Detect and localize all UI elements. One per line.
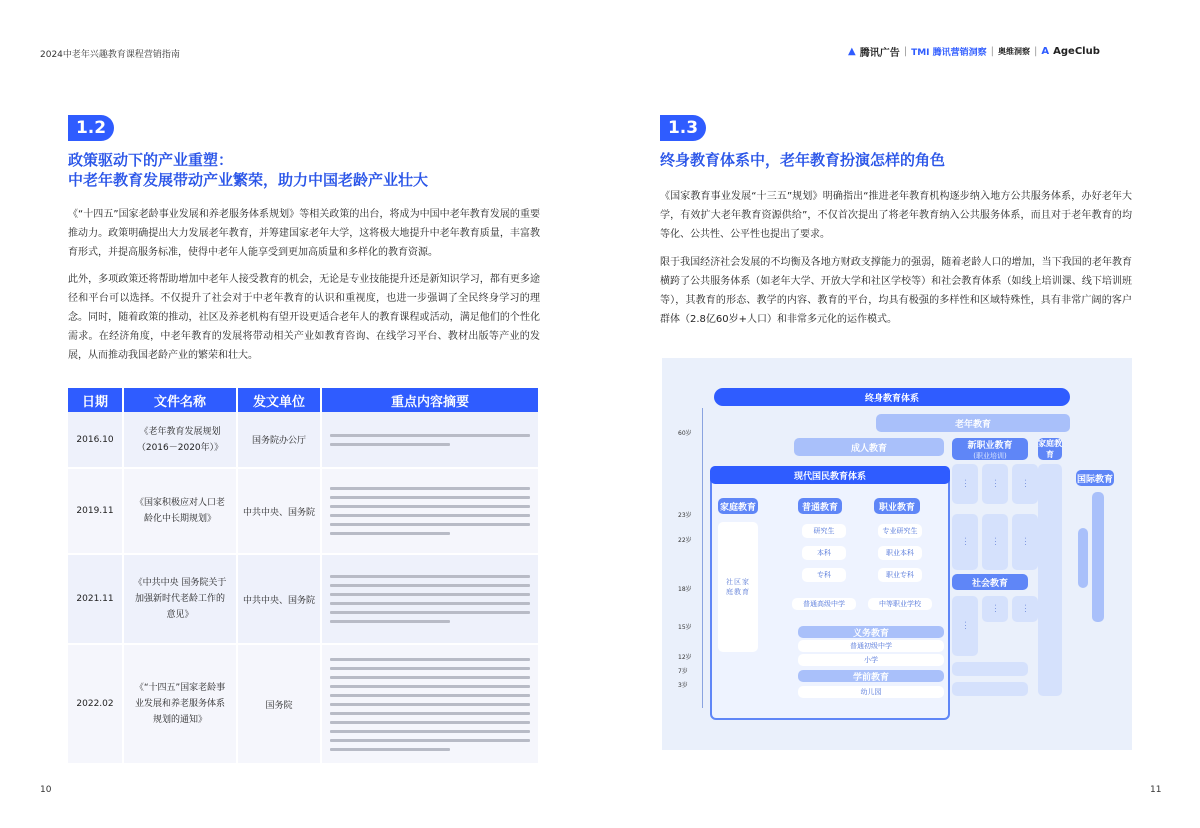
summary-text-line xyxy=(330,505,530,508)
header-doc: 文件名称 xyxy=(123,388,237,412)
voc-college-box: 职业专科 xyxy=(878,568,922,582)
age-label: 7岁 xyxy=(678,668,688,675)
training-column xyxy=(1012,514,1038,570)
junior-college-box: 专科 xyxy=(802,568,846,582)
row-issuer: 中共中央、国务院 xyxy=(237,554,321,644)
kindergarten-box: 幼儿园 xyxy=(798,686,944,698)
row-issuer: 国务院办公厅 xyxy=(237,412,321,468)
section-title-line2: 中老年教育发展带动产业繁荣，助力中国老龄产业壮大 xyxy=(68,171,429,189)
family-side-column xyxy=(1038,464,1062,696)
section-badge-1-3: 1.3 xyxy=(660,115,706,141)
summary-text-line xyxy=(330,532,450,535)
summary-text-line xyxy=(330,685,530,688)
table-row xyxy=(68,644,539,764)
summary-text-line xyxy=(330,712,530,715)
general-education-box: 普通教育 xyxy=(798,498,842,514)
social-education-box: 社会教育 xyxy=(952,574,1028,590)
social-column-dots: ··· xyxy=(991,604,999,614)
training-column-dots: ··· xyxy=(961,537,969,547)
summary-text-line xyxy=(330,584,530,587)
summary-text-line xyxy=(330,620,450,623)
summary-text-line xyxy=(330,443,450,446)
brand-separator: | xyxy=(990,46,995,57)
row-date: 2021.11 xyxy=(68,554,123,644)
family-education-box: 家庭教育 xyxy=(718,498,758,514)
age-label: 3岁 xyxy=(678,682,688,689)
summary-text-line xyxy=(330,694,530,697)
age-label: 60岁 xyxy=(678,430,692,437)
education-system-diagram xyxy=(662,358,1132,750)
section-title-1-3: 终身教育体系中，老年教育扮演怎样的角色 xyxy=(660,151,946,169)
policy-table-wrapper xyxy=(68,388,540,765)
graduate-box: 研究生 xyxy=(802,524,846,538)
elderly-education-box: 老年教育 xyxy=(876,414,1070,432)
new-vocational-box xyxy=(952,438,1028,460)
international-column xyxy=(1078,528,1088,588)
primary-box: 小学 xyxy=(798,654,944,666)
brand-tmi: TMI 腾讯营销洞察 xyxy=(911,48,987,58)
header-issuer: 发文单位 xyxy=(237,388,321,412)
age-label: 18岁 xyxy=(678,586,692,593)
summary-text-line xyxy=(330,721,530,724)
social-column xyxy=(982,596,1008,622)
summary-text-line xyxy=(330,575,530,578)
social-column-dots: ··· xyxy=(961,621,969,631)
training-column-dots: ··· xyxy=(991,479,999,489)
summary-text-line xyxy=(330,514,530,517)
row-date: 2022.02 xyxy=(68,644,123,764)
brand-tencent-ads: 腾讯广告 xyxy=(859,48,900,59)
social-column xyxy=(952,596,978,656)
social-row xyxy=(952,682,1028,696)
training-column xyxy=(1012,464,1038,504)
section-title-line1: 政策驱动下的产业重塑： xyxy=(68,151,234,169)
voc-graduate-box: 专业研究生 xyxy=(878,524,922,538)
social-column-dots: ··· xyxy=(1021,604,1029,614)
row-issuer: 国务院 xyxy=(237,644,321,764)
undergrad-box: 本科 xyxy=(802,546,846,560)
row-issuer: 中共中央、国务院 xyxy=(237,468,321,554)
age-label: 23岁 xyxy=(678,512,692,519)
training-column-dots: ··· xyxy=(1021,537,1029,547)
training-column-dots: ··· xyxy=(961,479,969,489)
row-date: 2019.11 xyxy=(68,468,123,554)
tencent-ads-icon: ▲ xyxy=(848,46,856,57)
ageclub-icon: A xyxy=(1041,46,1050,57)
row-doc: 《中共中央 国务院关于加强新时代老龄工作的意见》 xyxy=(123,554,237,644)
social-row xyxy=(952,662,1028,676)
new-vocational-sub: (职业培训) xyxy=(973,451,1007,460)
summary-text-line xyxy=(330,611,530,614)
age-label: 15岁 xyxy=(678,624,692,631)
summary-text-line xyxy=(330,748,450,751)
family-side-box: 家庭教育 xyxy=(1038,439,1062,459)
table-row xyxy=(68,468,539,554)
summary-text-line xyxy=(330,593,530,596)
compulsory-education-box: 义务教育 xyxy=(798,626,944,638)
age-label: 12岁 xyxy=(678,654,692,661)
voc-undergrad-box: 职业本科 xyxy=(878,546,922,560)
summary-text-line xyxy=(330,703,530,706)
left-paragraph-2: 此外，多项政策还将帮助增加中老年人接受教育的机会，无论是专业技能提升还是新知识学习，都有更多途径和平台可以选择。不仅提升了社会对于中老年教育的认识和重视度，也进一步强调了全民终身学习的理念。同时，随着政策的推动，社区及养老机构有望开设更适合老年人的教育课程或活动，满足他们的个性化需求。在经济角度，中老年教育的发展将带动相关产业如教育咨询、在线学习平台、教材出版等产业的发展，从而推动我国老龄产业的繁荣和壮大。 xyxy=(68,274,540,361)
table-row xyxy=(68,554,539,644)
row-summary xyxy=(321,644,539,764)
header-summary: 重点内容摘要 xyxy=(321,388,539,412)
row-summary xyxy=(321,554,539,644)
section-title-1-2 xyxy=(68,150,428,190)
training-column xyxy=(952,464,978,504)
training-column xyxy=(952,514,978,570)
training-column xyxy=(982,514,1008,570)
brand-separator: | xyxy=(903,46,908,57)
summary-text-line xyxy=(330,434,530,437)
summary-text-line xyxy=(330,523,530,526)
table-header-row xyxy=(68,388,539,412)
new-vocational-label: 新职业教育 xyxy=(967,440,1013,451)
header-date: 日期 xyxy=(68,388,123,412)
report-title: 2024中老年兴趣教育课程营销指南 xyxy=(40,50,180,60)
community-family-box xyxy=(718,522,758,652)
brand-separator: | xyxy=(1034,46,1038,57)
training-column xyxy=(982,464,1008,504)
summary-text-line xyxy=(330,658,530,661)
table-row xyxy=(68,412,539,468)
right-paragraph-2: 限于我国经济社会发展的不均衡及各地方财政支撑能力的强弱，随着老龄人口的增加，当下我国的老年教育横跨了公共服务体系（如老年大学、开放大学和社区学校等）和社会教育体系（如线上培训课、线下培训班等），其教育的形态、教学的内容、教育的平台，均具有极强的多样性和区域特殊性，具有非常广阔的客户群体（2.8亿60岁+人口）和非常多元化的运作模式。 xyxy=(660,257,1132,325)
adult-education-box: 成人教育 xyxy=(794,438,944,456)
community-family-label: 社区家庭教育 xyxy=(726,578,750,596)
senior-high-box: 普通高级中学 xyxy=(792,598,856,610)
junior-high-box: 普通初级中学 xyxy=(798,640,944,652)
row-doc: 《国家积极应对人口老龄化中长期规划》 xyxy=(123,468,237,554)
summary-text-line xyxy=(330,667,530,670)
lifelong-education-box: 终身教育体系 xyxy=(714,388,1070,406)
row-summary xyxy=(321,412,539,468)
training-column-dots: ··· xyxy=(991,537,999,547)
row-summary xyxy=(321,468,539,554)
summary-text-line xyxy=(330,676,530,679)
age-axis xyxy=(702,408,703,708)
preschool-box: 学前教育 xyxy=(798,670,944,682)
brand-ageclub: AgeClub xyxy=(1053,46,1100,57)
summary-text-line xyxy=(330,496,530,499)
social-column xyxy=(1012,596,1038,622)
row-doc: 《“十四五”国家老龄事业发展和养老服务体系规划的通知》 xyxy=(123,644,237,764)
page-number-left: 10 xyxy=(40,785,52,795)
age-label: 22岁 xyxy=(678,537,692,544)
international-column xyxy=(1092,492,1104,622)
brand-logos xyxy=(848,44,1100,59)
summary-text-line xyxy=(330,739,530,742)
row-date: 2016.10 xyxy=(68,412,123,468)
policy-table xyxy=(68,388,540,765)
training-column-dots: ··· xyxy=(1021,479,1029,489)
modern-system-box: 现代国民教育体系 xyxy=(710,466,950,484)
page-number-right: 11 xyxy=(1150,785,1162,795)
section-badge-1-2: 1.2 xyxy=(68,115,114,141)
row-doc: 《老年教育发展规划（2016－2020年）》 xyxy=(123,412,237,468)
right-paragraph-1: 《国家教育事业发展“十三五”规划》明确指出“推进老年教育机构逐步纳入地方公共服务体系，办好老年大学，有效扩大老年教育资源供给”，不仅首次提出了将老年教育纳入公共服务体系，而且对于老年教育的均等化、公共性、公平性也提出了要求。 xyxy=(660,191,1132,240)
secondary-voc-box: 中等职业学校 xyxy=(868,598,932,610)
summary-text-line xyxy=(330,487,530,490)
international-education-box: 国际教育 xyxy=(1076,470,1114,486)
left-paragraph-1: 《“十四五”国家老龄事业发展和养老服务体系规划》等相关政策的出台，将成为中国中老年教育发展的重要推动力。政策明确提出大力发展老年教育，并筹建国家老年大学，这将极大地提升中老年教育质量，丰富教育形式，并提高服务标准，使得中老年人能享受到更加高质量和多样化的教育资源。 xyxy=(68,209,540,258)
summary-text-line xyxy=(330,730,530,733)
summary-text-line xyxy=(330,602,530,605)
brand-aowei: 奥维洞察 xyxy=(998,47,1031,56)
vocational-education-box: 职业教育 xyxy=(874,498,920,514)
